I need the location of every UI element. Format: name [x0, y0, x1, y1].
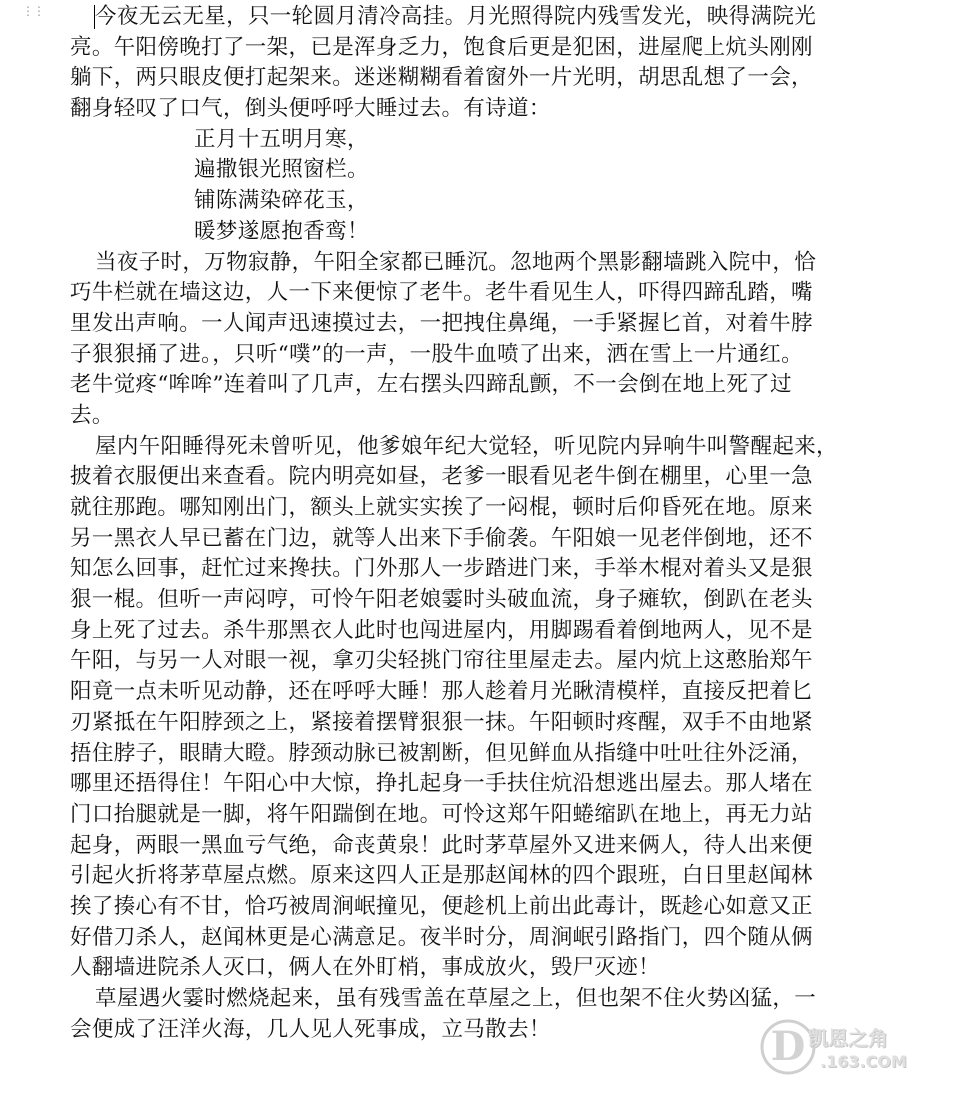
- text-line: 狠一棍。但听一声闷哼，可怜午阳老娘霎时头破血流，身子瘫软，倒趴在老头: [70, 587, 813, 613]
- watermark-text: 凯恩之角: [808, 1026, 888, 1050]
- text-line: 人翻墙进院杀人灭口，俩人在外盯梢，事成放火，毁尸灭迹！: [70, 955, 660, 981]
- text-line: 引起火折将茅草屋点燃。原来这四人正是那赵闻林的四个跟班，白日里赵闻林: [70, 863, 813, 889]
- paragraph-2: [70, 248, 915, 432]
- text-line: 阳竟一点未听见动静，还在呼呼大睡！那人趁着月光瞅清模样，直接反把着匕: [70, 679, 813, 705]
- text-line: 亮。午阳傍晚打了一架，已是浑身乏力，饱食后更是犯困，进屋爬上炕头刚刚: [70, 34, 813, 60]
- text-line: 老牛觉疼“哞哞”连着叫了几声，左右摆头四蹄乱颤，不一会倒在地上死了过: [70, 372, 792, 398]
- text-line: 捂住脖子，眼睛大瞪。脖颈动脉已被割断，但见鲜血从指缝中吐吐往外泛涌，: [70, 740, 813, 766]
- paragraph-3: [70, 432, 915, 984]
- text-line: 当夜子时，万物寂静，午阳全家都已睡沉。忽地两个黑影翻墙跳入院中，恰: [95, 249, 817, 275]
- poem-line: 遍撒银光照窗栏。: [194, 157, 369, 183]
- text-line: 去。: [70, 402, 114, 428]
- text-line: 挨了揍心有不甘，恰巧被周涧岷撞见，便趁机上前出此毒计，既趁心如意又正: [70, 893, 813, 919]
- text-line: 起身，两眼一黑血亏气绝，命丧黄泉！此时茅草屋外又进来俩人，待人出来便: [70, 832, 813, 858]
- text-line: 躺下，两只眼皮便打起架来。迷迷糊糊看着窗外一片光明，胡思乱想了一会，: [70, 65, 813, 91]
- paragraph-1: [70, 2, 915, 125]
- text-line: 会便成了汪洋火海，几人见人死事成，立马散去！: [70, 1016, 551, 1042]
- text-line: 知怎么回事，赶忙过来搀扶。门外那人一步踏进门来，手举木棍对着头又是狠: [70, 556, 813, 582]
- text-line: 披着衣服便出来查看。院内明亮如昼，老爹一眼看见老牛倒在棚里，心里一急: [70, 464, 813, 490]
- text-line: 另一黑衣人早已蓄在门边，就等人出来下手偷袭。午阳娘一见老伴倒地，还不: [70, 525, 813, 551]
- drag-handle-icon[interactable]: ⋮⋮: [22, 4, 44, 18]
- text-line: 刃紧抵在午阳脖颈之上，紧接着摆臂狠狠一抹。午阳顿时疼醒，双手不由地紧: [70, 709, 813, 735]
- text-line: 门口抬腿就是一脚，将午阳踹倒在地。可怜这郑午阳蜷缩趴在地上，再无力站: [70, 801, 813, 827]
- text-line: 身上死了过去。杀牛那黑衣人此时也闯进屋内，用脚踢看着倒地两人，见不是: [70, 617, 813, 643]
- document-body[interactable]: [70, 2, 915, 1045]
- watermark-logo: [758, 1012, 933, 1082]
- text-line: 就往那跑。哪知刚出门，额头上就实实挨了一闷棍，顿时后仰昏死在地。原来: [70, 495, 813, 520]
- poem: [70, 125, 915, 248]
- text-line: 屋内午阳睡得死未曾听见，他爹娘年纪大觉轻，听见院内异响牛叫警醒起来，: [95, 433, 838, 459]
- poem-line: 正月十五明月寒，: [194, 126, 369, 152]
- text-line: 草屋遇火霎时燃烧起来，虽有残雪盖在草屋之上，但也架不住火势凶猛，一: [95, 986, 817, 1011]
- text-line: 里发出声响。一人闻声迅速摸过去，一把拽住鼻绳，一手紧握匕首，对着牛脖: [70, 310, 813, 336]
- text-line: 翻身轻叹了口气，倒头便呼呼大睡过去。有诗道：: [70, 96, 551, 122]
- text-line: 哪里还捂得住！午阳心中大惊，挣扎起身一手扶住炕沿想逃出屋去。那人堵在: [70, 771, 813, 797]
- text-line: 子狠狠捅了进。，只听“噗”的一声，一股牛血喷了出来，洒在雪上一片通红。: [70, 341, 803, 367]
- poem-line: 铺陈满染碎花玉，: [194, 188, 369, 214]
- logo-letter: D: [770, 1023, 806, 1070]
- text-line: 午阳，与另一人对眼一视，拿刃尖轻挑门帘往里屋走去。屋内炕上这憨胎郑午: [70, 648, 813, 674]
- watermark-domain: .163.COM: [820, 1052, 907, 1071]
- poem-line: 暖梦遂愿抱香鸾！: [194, 218, 369, 244]
- text-line: 巧牛栏就在墙这边，人一下来便惊了老牛。老牛看见生人，吓得四蹄乱踏，嘴: [70, 280, 813, 306]
- text-line: 好借刀杀人，赵闻林更是心满意足。夜半时分，周涧岷引路指门，四个随从俩: [70, 924, 813, 950]
- text-line: 今夜无云无星，只一轮圆月清冷高挂。月光照得院内残雪发光，映得满院光: [95, 4, 817, 29]
